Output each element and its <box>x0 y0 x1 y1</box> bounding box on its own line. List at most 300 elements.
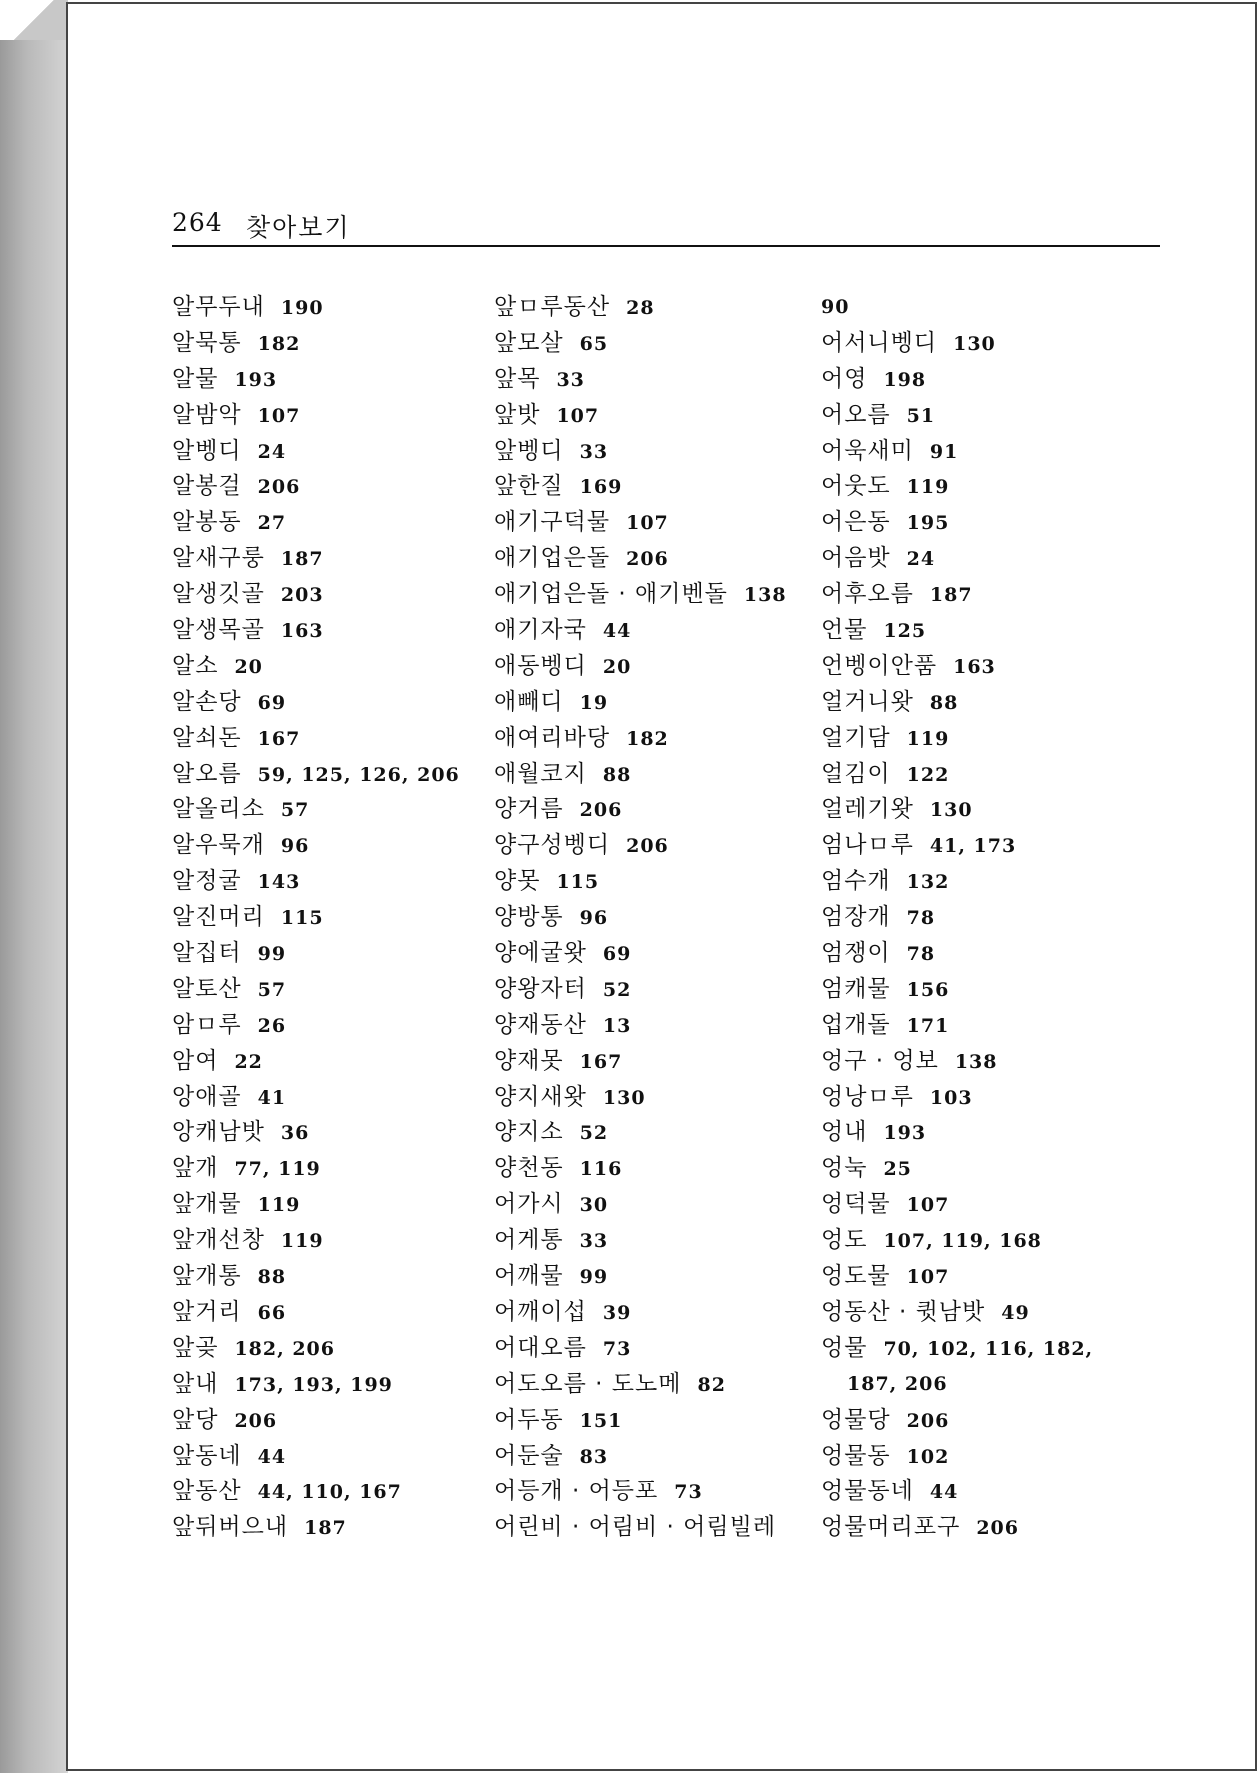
index-entry <box>172 1115 492 1151</box>
index-entry <box>494 1295 814 1331</box>
index-term: 얼기담 <box>821 724 891 751</box>
index-page-refs: 52 <box>602 978 632 1001</box>
index-entry <box>821 1367 1141 1403</box>
index-entry <box>821 398 1141 434</box>
index-entry <box>494 1510 814 1546</box>
index-page-refs: 167 <box>579 1050 623 1073</box>
index-page-refs: 70, 102, 116, 182, <box>883 1337 1094 1360</box>
index-term: 어영 <box>821 365 868 392</box>
index-term: 어두동 <box>494 1406 564 1433</box>
index-page-refs: 52 <box>579 1122 609 1145</box>
index-page-refs: 107 <box>257 404 301 427</box>
index-term: 엉물머리포구 <box>821 1514 961 1541</box>
index-term: 양왕자터 <box>494 975 587 1002</box>
index-term: 애여리바당 <box>494 724 611 751</box>
index-entry <box>821 1044 1141 1080</box>
index-term: 양거름 <box>494 796 564 823</box>
index-term: 알벵디 <box>172 437 242 464</box>
index-entry <box>172 541 492 577</box>
index-term: 앞목 <box>494 365 541 392</box>
index-page-refs: 44 <box>602 620 632 643</box>
index-entry <box>821 1187 1141 1223</box>
index-page-refs: 163 <box>280 620 324 643</box>
index-page-refs: 187 <box>929 584 973 607</box>
index-page-refs: 206 <box>234 1409 278 1432</box>
index-entry <box>821 577 1141 613</box>
index-entry <box>172 792 492 828</box>
index-term: 암여 <box>172 1047 219 1074</box>
index-page-refs: 20 <box>234 655 263 678</box>
index-term: 앞내 <box>172 1370 219 1397</box>
index-page-refs: 173, 193, 199 <box>234 1373 393 1396</box>
index-entry <box>494 362 814 398</box>
index-page-refs: 88 <box>257 1266 287 1289</box>
index-page-refs: 24 <box>257 440 287 463</box>
index-term: 앞곶 <box>172 1334 219 1361</box>
index-entry <box>172 900 492 936</box>
index-entry <box>494 1367 814 1403</box>
index-page-refs: 182, 206 <box>234 1337 335 1360</box>
index-page-refs: 69 <box>602 943 632 966</box>
index-page-refs: 73 <box>602 1337 632 1360</box>
index-page-refs: 77, 119 <box>234 1158 321 1181</box>
index-term: 애빼디 <box>494 688 564 715</box>
index-page-refs: 96 <box>579 907 609 930</box>
index-page-refs: 57 <box>280 799 310 822</box>
index-entry <box>494 577 814 613</box>
index-page-refs: 115 <box>280 907 324 930</box>
index-term: 애기업은돌 <box>494 545 611 572</box>
index-entry <box>821 792 1141 828</box>
index-entry <box>821 1295 1141 1331</box>
index-entry <box>172 649 492 685</box>
index-term: 엄수개 <box>821 868 891 895</box>
index-entry <box>821 1115 1141 1151</box>
index-page-refs: 41 <box>257 1086 287 1109</box>
index-page-refs: 107, 119, 168 <box>883 1230 1042 1253</box>
index-term: 엉내 <box>821 1119 868 1146</box>
index-term: 암ㅁ루 <box>172 1011 242 1038</box>
index-entry <box>494 1008 814 1044</box>
index-entry <box>172 1510 492 1546</box>
index-entry <box>494 1044 814 1080</box>
index-entry <box>172 1187 492 1223</box>
index-term: 엉도물 <box>821 1263 891 1290</box>
index-term: 알물 <box>172 365 219 392</box>
index-entry <box>172 1295 492 1331</box>
index-term: 알진머리 <box>172 904 265 931</box>
index-entry <box>494 613 814 649</box>
index-entry <box>172 1223 492 1259</box>
index-term: 어음밧 <box>821 545 891 572</box>
index-term: 앞ㅁ루동산 <box>494 294 611 320</box>
index-term: 알봉걸 <box>172 473 242 500</box>
index-page-refs: 36 <box>280 1122 310 1145</box>
index-page-refs: 66 <box>257 1301 287 1324</box>
index-term: 엄캐물 <box>821 975 891 1002</box>
index-term: 애기업은돌 · 애기벤돌 <box>494 581 728 608</box>
index-term: 양방통 <box>494 904 564 931</box>
index-term: 엉동산 · 큇남밧 <box>821 1298 986 1325</box>
index-term: 엉물동 <box>821 1442 891 1469</box>
index-term: 알밤악 <box>172 401 242 428</box>
index-term: 양지소 <box>494 1119 564 1146</box>
index-term: 앙캐남밧 <box>172 1119 265 1146</box>
index-page-refs: 190 <box>280 297 324 319</box>
index-entry <box>821 1474 1141 1510</box>
index-page-refs: 187 <box>304 1517 347 1540</box>
index-entry <box>172 1367 492 1403</box>
index-page-refs: 27 <box>257 512 287 535</box>
index-entry <box>494 972 814 1008</box>
index-page-refs: 206 <box>976 1517 1019 1540</box>
index-entry <box>172 1259 492 1295</box>
index-page-refs: 182 <box>257 332 301 355</box>
index-page-refs: 73 <box>674 1481 703 1504</box>
index-page-refs: 169 <box>579 476 623 499</box>
index-page-refs-continued: 90 <box>821 296 850 318</box>
index-page-refs: 69 <box>257 691 287 714</box>
index-entry <box>494 685 814 721</box>
index-term: 앞개통 <box>172 1263 242 1290</box>
index-page-refs: 82 <box>697 1373 726 1396</box>
index-term: 어린비 · 어림비 · 어림빌레 <box>494 1514 777 1541</box>
index-term: 알오름 <box>172 760 242 787</box>
index-page-refs: 19 <box>579 691 609 714</box>
index-entry <box>494 1187 814 1223</box>
index-page-refs: 130 <box>602 1086 646 1109</box>
index-term: 어오름 <box>821 401 891 428</box>
index-page-refs: 182 <box>626 727 669 750</box>
index-page-refs: 26 <box>257 1014 287 1037</box>
index-page-refs: 116 <box>579 1158 623 1181</box>
index-page-refs: 125 <box>883 620 927 643</box>
index-entry <box>821 864 1141 900</box>
index-term: 엉물 <box>821 1334 868 1361</box>
index-entry <box>494 721 814 757</box>
index-term: 얼김이 <box>821 760 891 787</box>
index-page-refs: 119 <box>257 1194 301 1217</box>
index-page-refs: 102 <box>906 1445 950 1468</box>
index-page-refs: 22 <box>234 1050 263 1073</box>
index-page-refs: 143 <box>257 871 301 894</box>
index-page-refs: 41, 173 <box>929 835 1017 858</box>
index-page-refs: 59, 125, 126, 206 <box>257 763 460 786</box>
index-entry <box>494 900 814 936</box>
index-term: 알생목골 <box>172 617 265 644</box>
index-page-refs: 130 <box>929 799 973 822</box>
index-entry <box>494 505 814 541</box>
index-entry <box>172 577 492 613</box>
index-entry <box>172 972 492 1008</box>
index-term: 앞한질 <box>494 473 564 500</box>
index-page-refs: 119 <box>906 727 950 750</box>
index-term: 엄장개 <box>821 904 891 931</box>
index-entry <box>494 326 814 362</box>
index-term: 어등개 · 어등포 <box>494 1478 659 1505</box>
index-page-refs: 65 <box>579 332 609 355</box>
index-term: 알봉동 <box>172 509 242 536</box>
index-entry <box>821 1223 1141 1259</box>
index-term: 알토산 <box>172 975 242 1002</box>
index-page-refs: 99 <box>257 943 287 966</box>
index-term: 앞뒤버으내 <box>172 1514 289 1541</box>
index-entry <box>494 936 814 972</box>
index-entry <box>494 1151 814 1187</box>
index-entry <box>821 1259 1141 1295</box>
header-rule <box>172 245 1160 247</box>
index-entry <box>821 1151 1141 1187</box>
index-term: 언물 <box>821 617 868 644</box>
index-entry <box>172 1403 492 1439</box>
index-page-refs: 156 <box>906 978 950 1001</box>
index-entry <box>494 1474 814 1510</box>
index-page-refs: 130 <box>953 332 996 355</box>
index-term: 양재못 <box>494 1047 564 1074</box>
index-term: 양천동 <box>494 1155 564 1182</box>
index-term: 앞동산 <box>172 1478 242 1505</box>
index-page-refs: 203 <box>280 584 324 607</box>
index-term: 양에굴왓 <box>494 940 587 967</box>
index-entry <box>494 1403 814 1439</box>
index-page-refs: 107 <box>556 404 600 427</box>
index-entry <box>821 1403 1141 1439</box>
index-page-refs: 78 <box>906 943 936 966</box>
index-entry <box>172 398 492 434</box>
index-page-refs: 28 <box>626 297 655 319</box>
index-term: 애기자국 <box>494 617 587 644</box>
index-page-refs-continued: 187, 206 <box>847 1372 948 1395</box>
index-term: 어웃도 <box>821 473 891 500</box>
index-term: 엉덕물 <box>821 1191 891 1218</box>
index-term: 어둔술 <box>494 1442 564 1469</box>
index-column-2 <box>494 290 814 1546</box>
index-term: 앞모살 <box>494 329 564 356</box>
index-page-refs: 88 <box>602 763 632 786</box>
index-page-refs: 107 <box>626 512 669 535</box>
index-term: 알손당 <box>172 688 242 715</box>
index-page-refs: 83 <box>579 1445 609 1468</box>
index-term: 엉낭ㅁ루 <box>821 1083 914 1110</box>
index-term: 어도오름 · 도노메 <box>494 1370 682 1397</box>
index-term: 양재동산 <box>494 1011 587 1038</box>
index-entry <box>494 649 814 685</box>
index-page-refs: 44 <box>257 1445 287 1468</box>
index-column-1 <box>172 290 492 1546</box>
index-page-refs: 138 <box>743 584 787 607</box>
index-term: 엉눅 <box>821 1155 868 1182</box>
index-page-refs: 119 <box>906 476 950 499</box>
index-page-refs: 99 <box>579 1266 609 1289</box>
index-term: 알집터 <box>172 940 242 967</box>
index-entry <box>494 290 814 326</box>
index-term: 애기구덕물 <box>494 509 611 536</box>
index-entry <box>494 1115 814 1151</box>
index-term: 어은동 <box>821 509 891 536</box>
index-entry <box>821 326 1141 362</box>
index-entry <box>821 900 1141 936</box>
index-entry <box>172 290 492 326</box>
index-term: 알정굴 <box>172 868 242 895</box>
index-term: 애동벵디 <box>494 652 587 679</box>
index-page-refs: 198 <box>883 368 927 391</box>
index-entry <box>494 469 814 505</box>
index-entry <box>172 1474 492 1510</box>
index-entry <box>821 541 1141 577</box>
index-page-refs: 167 <box>257 727 301 750</box>
index-entry <box>172 1008 492 1044</box>
index-entry <box>821 721 1141 757</box>
index-term: 앙애골 <box>172 1083 242 1110</box>
book-edge-top <box>0 0 68 40</box>
index-page-refs: 193 <box>234 368 278 391</box>
index-page-refs: 195 <box>906 512 950 535</box>
index-entry <box>172 362 492 398</box>
index-entry <box>821 434 1141 470</box>
index-term: 알무두내 <box>172 294 265 320</box>
index-entry <box>494 541 814 577</box>
index-entry <box>821 828 1141 864</box>
index-entry <box>172 1080 492 1116</box>
index-page-refs: 138 <box>954 1050 998 1073</box>
index-entry <box>494 828 814 864</box>
index-term: 양구성벵디 <box>494 832 611 859</box>
page-header <box>172 208 1160 248</box>
index-page-refs: 44 <box>929 1481 959 1504</box>
index-entry <box>821 362 1141 398</box>
index-page-refs: 39 <box>602 1301 632 1324</box>
index-entry <box>172 1044 492 1080</box>
index-term: 앞개 <box>172 1155 219 1182</box>
index-entry <box>821 685 1141 721</box>
index-entry <box>494 1439 814 1475</box>
index-entry <box>494 757 814 793</box>
index-entry <box>821 1439 1141 1475</box>
page-number: 264 <box>172 208 223 237</box>
index-term: 앞동네 <box>172 1442 242 1469</box>
index-page-refs: 13 <box>602 1014 632 1037</box>
index-term: 알묵통 <box>172 329 242 356</box>
index-page-refs: 107 <box>906 1194 950 1217</box>
index-entry <box>172 828 492 864</box>
index-entry <box>821 1331 1141 1367</box>
index-term: 어욱새미 <box>821 437 914 464</box>
index-page-refs: 51 <box>906 404 936 427</box>
index-entry <box>821 972 1141 1008</box>
index-page-refs: 88 <box>929 691 959 714</box>
index-entry <box>172 936 492 972</box>
index-term: 업개돌 <box>821 1011 891 1038</box>
index-page-refs: 187 <box>280 548 324 571</box>
index-entry <box>821 1080 1141 1116</box>
index-page-refs: 107 <box>906 1266 950 1289</box>
index-term: 엉구 · 엉보 <box>821 1047 939 1074</box>
page-title: 찾아보기 <box>246 213 351 242</box>
index-term: 앞밧 <box>494 401 541 428</box>
index-term: 알올리소 <box>172 796 265 823</box>
index-term: 어게통 <box>494 1227 564 1254</box>
index-entry <box>821 505 1141 541</box>
index-entry <box>172 434 492 470</box>
index-term: 앞당 <box>172 1406 219 1433</box>
index-page-refs: 163 <box>953 655 996 678</box>
index-entry <box>821 1008 1141 1044</box>
index-page-refs: 91 <box>929 440 959 463</box>
index-page-refs: 206 <box>626 835 669 858</box>
index-page-refs: 206 <box>579 799 623 822</box>
index-entry <box>494 792 814 828</box>
index-term: 엄쟁이 <box>821 940 891 967</box>
index-entry <box>172 721 492 757</box>
index-entry <box>821 757 1141 793</box>
index-term: 엉물동네 <box>821 1478 914 1505</box>
index-entry <box>494 1259 814 1295</box>
index-page-refs: 20 <box>602 655 632 678</box>
index-term: 양못 <box>494 868 541 895</box>
index-entry <box>494 398 814 434</box>
index-entry <box>172 326 492 362</box>
index-page-refs: 206 <box>626 548 669 571</box>
index-entry <box>821 613 1141 649</box>
index-page-refs: 24 <box>906 548 936 571</box>
index-entry <box>494 1080 814 1116</box>
index-term: 어깨물 <box>494 1263 564 1290</box>
index-page-refs: 49 <box>1001 1301 1030 1324</box>
index-page-refs: 33 <box>579 440 609 463</box>
index-term: 앞벵디 <box>494 437 564 464</box>
index-term: 앞개물 <box>172 1191 242 1218</box>
index-page-refs: 119 <box>280 1230 324 1253</box>
index-page-refs: 96 <box>280 835 310 858</box>
index-entry <box>172 1439 492 1475</box>
index-term: 어후오름 <box>821 581 914 608</box>
index-entry <box>494 1331 814 1367</box>
index-page-refs: 115 <box>556 871 600 894</box>
index-page-refs: 33 <box>579 1230 609 1253</box>
index-term: 양지새왓 <box>494 1083 587 1110</box>
index-page-refs: 151 <box>579 1409 623 1432</box>
index-page-refs: 25 <box>883 1158 912 1181</box>
index-entry <box>821 936 1141 972</box>
index-page-refs: 171 <box>906 1014 950 1037</box>
book-spine-edge <box>0 40 68 1773</box>
index-page-refs: 30 <box>579 1194 609 1217</box>
index-term: 얼거니왓 <box>821 688 914 715</box>
index-page-refs: 103 <box>929 1086 973 1109</box>
index-term: 어서니벵디 <box>821 329 938 356</box>
index-entry <box>172 685 492 721</box>
index-page-refs: 193 <box>883 1122 927 1145</box>
index-entry <box>172 469 492 505</box>
index-page-refs: 78 <box>906 907 936 930</box>
index-term: 얼레기왓 <box>821 796 914 823</box>
index-entry <box>494 434 814 470</box>
index-term: 언벵이안품 <box>821 652 938 679</box>
index-column-3 <box>821 290 1141 1546</box>
index-term: 알쇠돈 <box>172 724 242 751</box>
index-term: 알소 <box>172 652 219 679</box>
index-term: 애월코지 <box>494 760 587 787</box>
index-term: 엉물당 <box>821 1406 891 1433</box>
index-entry <box>821 290 1141 326</box>
index-term: 알새구룽 <box>172 545 265 572</box>
index-term: 앞개선창 <box>172 1227 265 1254</box>
index-entry <box>821 469 1141 505</box>
index-term: 알우묵개 <box>172 832 265 859</box>
index-entry <box>494 864 814 900</box>
index-page-refs: 122 <box>906 763 950 786</box>
index-term: 엄나ㅁ루 <box>821 832 914 859</box>
